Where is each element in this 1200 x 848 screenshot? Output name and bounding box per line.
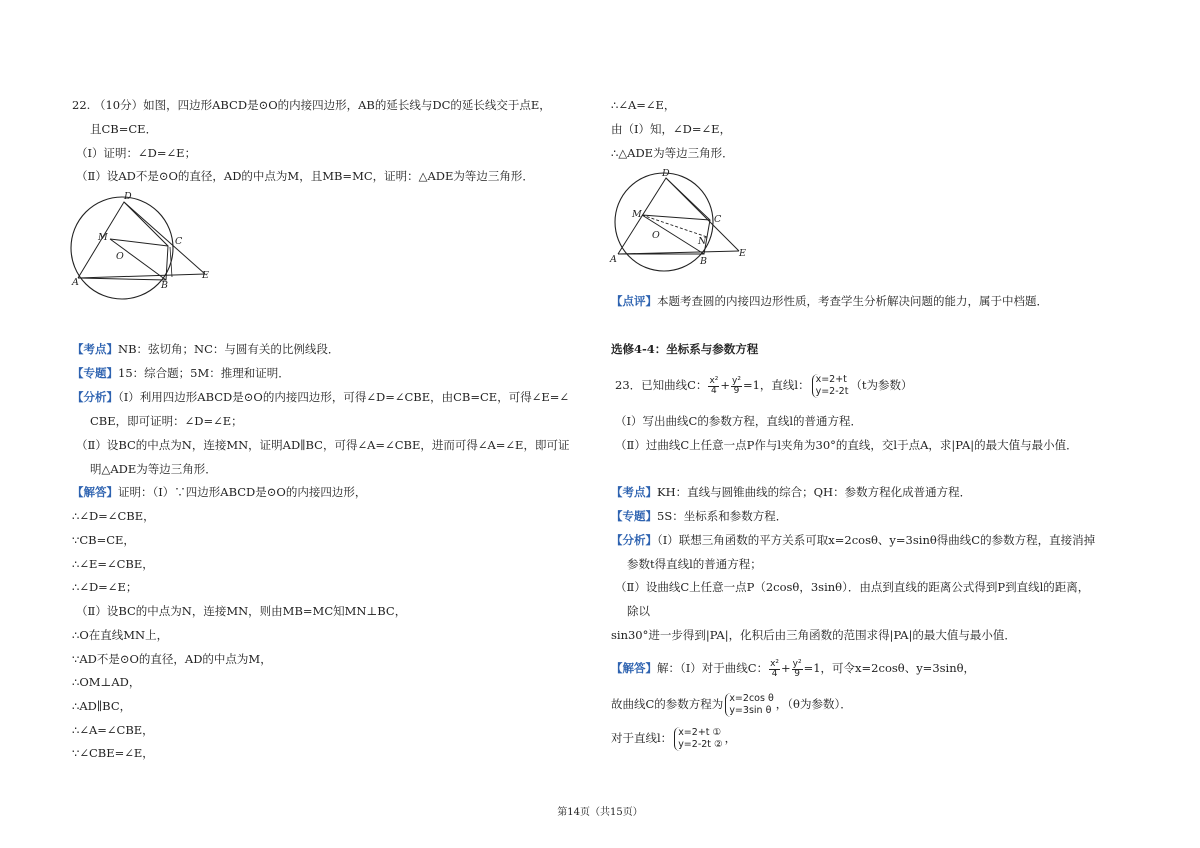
q22-heading: 22. （10分）如图，四边形ABCD是⊙O的内接四边形，AB的延长线与DC的延长线交于点E， [72,98,551,112]
q22-step-1: ∴∠D=∠CBE， [72,509,155,523]
q23-fenxi-line4: 除以 [627,604,650,618]
fig1-label-o: O [116,251,124,262]
q22-step-5: （Ⅱ）设BC的中点为N，连接MN，则由MB=MC知MN⊥BC， [76,604,407,618]
q22-step-2: ∵CB=CE， [72,533,135,547]
q22-part1: （Ⅰ）证明：∠D=∠E； [76,146,197,160]
page-footer: 第14页（共15页） [557,807,643,818]
q22-kaodian: 【考点】NB：弦切角；NC：与圆有关的比例线段． [72,342,340,356]
q22-dianping: 【点评】本题考查圆的内接四边形性质，考查学生分析解决问题的能力，属于中档题． [611,294,1048,308]
q22-step-7: ∵AD不是⊙O的直径，AD的中点为M， [72,652,272,666]
q23-zhuanti: 【专题】5S：坐标系和参数方程． [611,509,788,523]
q22-step-4: ∴∠D=∠E； [72,580,138,594]
fig2-label-b: B [700,256,707,267]
q22-step-13: 由（Ⅰ）知，∠D=∠E， [611,122,732,136]
fig2-label-d: D [662,168,670,179]
geometry-figure-2 [604,165,764,275]
fig2-label-o: O [652,230,660,241]
q22-step-14: ∴△ADE为等边三角形． [611,146,734,160]
fig1-label-c: C [175,236,183,247]
q22-zhuanti: 【专题】15：综合题；5M：推理和证明． [72,366,290,380]
q22-step-10: ∴∠A=∠CBE， [72,723,154,737]
q22-step-9: ∴AD∥BC， [72,699,132,713]
q23-fraction-x: $\frac{\text{x²}}{4}$ [709,375,719,396]
q23-line-equation: 对于直线l： x=2+t ① y=2-2t ② ， [611,727,737,750]
q22-step-8: ∴OM⊥AD， [72,675,141,689]
geometry-figure-1 [60,188,220,308]
q23-fenxi-line2: 参数t得直线l的普通方程； [627,557,762,571]
q22-part2: （Ⅱ）设AD不是⊙O的直径，AD的中点为M，且MB=MC，证明：△ADE为等边三角形． [76,169,534,183]
fig1-label-e: E [202,270,209,281]
q22-jieda: 【解答】证明：（Ⅰ）∵四边形ABCD是⊙O的内接四边形， [72,485,367,499]
fig1-label-d: D [124,191,132,202]
q23-fenxi-line5: sin30°进一步得到|PA|，化积后由三角函数的范围求得|PA|的最大值与最小值． [611,628,1016,642]
q22-step-11: ∵∠CBE=∠E， [72,746,154,760]
q23-fenxi-line3: （Ⅱ）设曲线C上任意一点P（2cosθ，3sinθ）．由点到直线的距离公式得到P到直线l的距离， [615,580,1090,594]
q23-heading: 23．已知曲线C： $\frac{\text{x²}}{4}$ + $\frac{\text{y²}}{9}$ =1，直线l： x=2+t y=2-2t （t为参数） [615,374,913,397]
fig2-label-e: E [739,248,746,259]
fig2-label-c: C [714,214,722,225]
q23-fenxi: 【分析】（Ⅰ）联想三角函数的平方关系可取x=2cosθ、y=3sinθ得曲线C的参数方程，直接消掉 [611,533,1096,547]
fig1-label-a: A [72,277,79,288]
q23-fraction-y: $\frac{\text{y²}}{9}$ [732,375,741,396]
fig1-label-b: B [161,280,168,291]
q22-step-3: ∴∠E=∠CBE， [72,557,154,571]
fig1-label-m: M [98,232,108,243]
line-system: x=2+t ① y=2-2t ② [674,727,722,751]
q23-part2: （Ⅱ）过曲线C上任意一点P作与l夹角为30°的直线，交l于点A，求|PA|的最大值与最小值． [615,438,1078,452]
q23-part1: （Ⅰ）写出曲线C的参数方程，直线l的普通方程． [615,414,863,428]
q22-step-6: ∴O在直线MN上， [72,628,169,642]
q23-kaodian: 【考点】KH：直线与圆锥曲线的综合；QH：参数方程化成普通方程． [611,485,972,499]
fig2-label-a: A [610,254,617,265]
param-system: x=2cos θ y=3sin θ [725,693,773,717]
jieda-fraction-y: $\frac{\text{y²}}{9}$ [792,658,802,679]
q22-heading-cont: 且CB=CE． [90,122,158,136]
q22-step-12: ∴∠A=∠E， [611,98,676,112]
fig2-label-m: M [632,209,642,220]
q23-line-system: x=2+t y=2-2t [812,374,849,398]
section-heading: 选修4-4：坐标系与参数方程 [611,342,759,356]
q23-jieda: 【解答】解：（Ⅰ）对于曲线C： $\frac{\text{x²}}{4}$ + $\frac{\text{y²}}{9}$ =1，可令x=2cosθ、y=3sinθ， [611,658,976,679]
jieda-fraction-x: $\frac{\text{x²}}{4}$ [770,658,780,679]
q22-fenxi: 【分析】（Ⅰ）利用四边形ABCD是⊙O的内接四边形，可得∠D=∠CBE，由CB=CE，可得∠E=∠ [72,390,569,404]
q23-param-equation: 故曲线C的参数方程为 x=2cos θ y=3sin θ ，（θ为参数）． [611,693,852,716]
q22-fenxi-line3: （Ⅱ）设BC的中点为N，连接MN，证明AD∥BC，可得∠A=∠CBE，进而可得∠A=∠E，即可证 [76,438,570,452]
q22-fenxi-line4: 明△ADE为等边三角形． [90,462,217,476]
q22-fenxi-line2: CBE，即可证明：∠D=∠E； [90,414,243,428]
fig2-label-n: N [698,236,707,247]
